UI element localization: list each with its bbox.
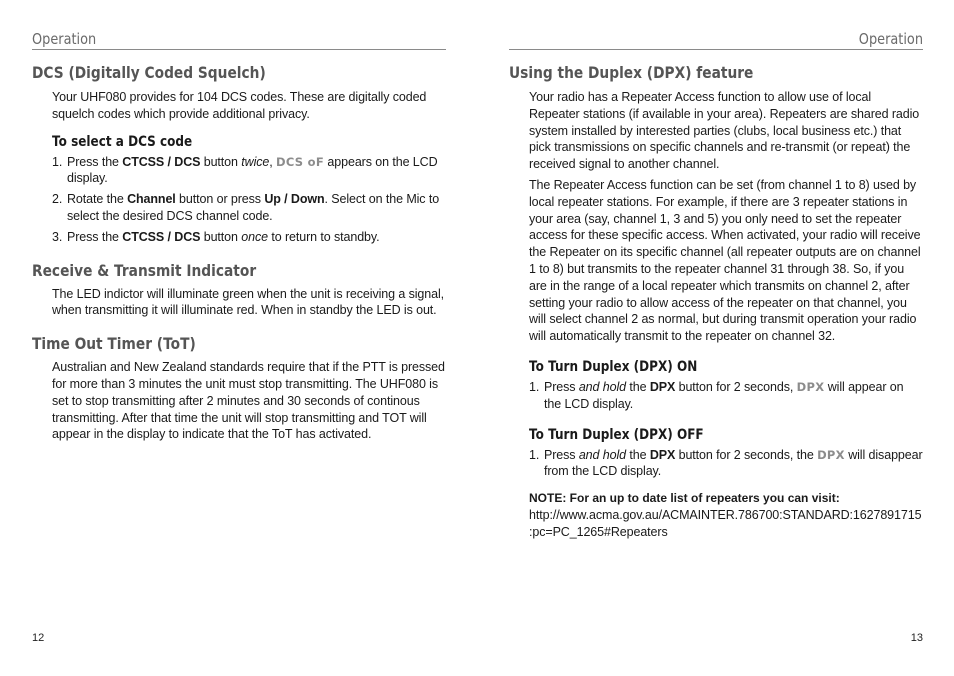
dpx-on-steps (509, 379, 923, 413)
left-header-label: Operation (32, 30, 97, 48)
left-page (32, 0, 446, 676)
left-page-number: 12 (32, 632, 45, 644)
right-page-number: 13 (910, 632, 923, 644)
dpx-off-step-1: 1. Press and hold the DPX button for 2 seconds, the DPX will disappear from the LCD display. (529, 447, 923, 479)
note-url-line-1: http://www.acma.gov.au/ACMAINTER.786700:STANDARD:1627891715 (529, 508, 922, 523)
dpx-paragraph-1: Your radio has a Repeater Access function to allow use of local Repeater stations (if available in your area). Repeaters are shared radio system installed by interested parties (clubs, local business etc.) that pick transmissions on specific channels and re-transmit (or repeat) the received signal to another channel. (529, 90, 920, 172)
dpx-off-subheading: To Turn Duplex (DPX) OFF (529, 426, 704, 443)
right-page-header (509, 30, 923, 50)
right-page (509, 0, 923, 676)
dpx-heading: Using the Duplex (DPX) feature (509, 63, 754, 82)
dcs-intro: Your UHF080 provides for 104 DCS codes. These are digitally coded squelch codes which provide additional privacy. (52, 90, 427, 121)
rx-tx-text: The LED indictor will illuminate green when the unit is receiving a signal, when transmitting it will illuminate red. When in standby the LED is out. (52, 286, 445, 318)
tot-heading: Time Out Timer (ToT) (32, 334, 196, 354)
dpx-on-step-1: 1. Press and hold the DPX button for 2 seconds, DPX will appear on the LCD display. (529, 379, 904, 411)
dcs-step-2: 2. Rotate the Channel button or press Up / Down. Select on the Mic to select the desired DCS channel code. (52, 192, 440, 223)
right-content (509, 62, 923, 541)
dcs-step-3: 3. Press the CTCSS / DCS button once to return to standby. (52, 229, 380, 244)
lcd-dcs-of-glyph: DCS oF (276, 154, 325, 169)
dpx-paragraph-2: The Repeater Access function can be set (from channel 1 to 8) used by local repeater stations. For example, if there are 3 repeater stations in your area (say, channel 1, 3 and 5) you only need to set the repeater access for these specific access. When activated, your radio will receive the Repeater on its specific channel (all repeater outputs are on channel 1 to 8) but transmits to the repeater channel 31 through 38. So, if you are in the range of a local repeater which transmits on channel 2, after setting your radio to allow access of the repeater on that channel, you will select channel 2 as normal, but during transmit operation your radio will automatically transmit to the repeater on channel 32. (529, 177, 921, 344)
dpx-off-steps (509, 447, 923, 481)
note-title: NOTE: For an up to date list of repeaters you can visit: (529, 491, 840, 506)
right-header-label: Operation (858, 30, 923, 48)
lcd-dpx-glyph: DPX (817, 447, 845, 462)
tot-text: Australian and New Zealand standards require that if the PTT is pressed for more than 3 minutes the unit must stop transmitting. The UHF080 is set to stop transmitting after 2 minutes and 30 seconds of continous transmitting. After that time the unit will stop transmitting and TOT will appear in the display to indicate that the ToT has activated. (52, 360, 445, 442)
left-page-header (32, 30, 446, 50)
note-url-line-2: :pc=PC_1265#Repeaters (529, 524, 668, 539)
dpx-on-subheading: To Turn Duplex (DPX) ON (529, 358, 698, 375)
left-content (32, 62, 446, 443)
lcd-dpx-glyph: DPX (796, 379, 825, 394)
dcs-step-1: 1. Press the CTCSS / DCS button twice, DCS oF appears on the LCD display. (52, 154, 438, 186)
rx-tx-heading: Receive & Transmit Indicator (32, 260, 257, 280)
dcs-steps (32, 154, 446, 246)
dcs-heading: DCS (Digitally Coded Squelch) (32, 63, 266, 82)
dcs-subheading: To select a DCS code (52, 133, 193, 150)
